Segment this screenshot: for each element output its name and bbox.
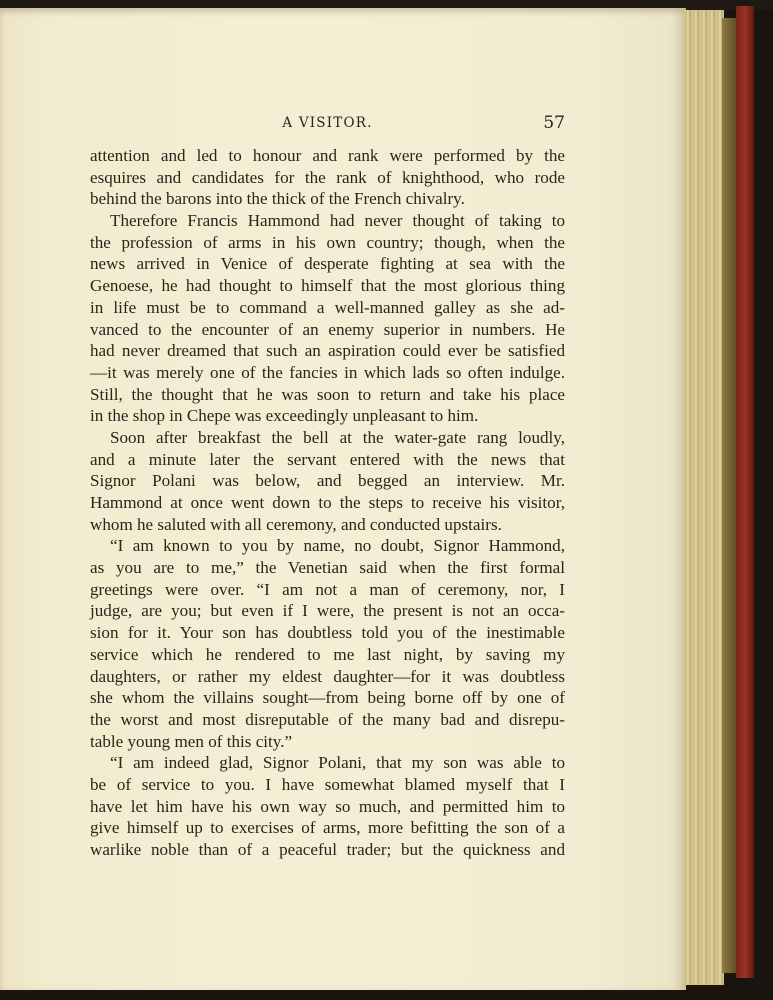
running-head bbox=[90, 113, 565, 137]
text-line: have let him have his own way so much, and permitted him to bbox=[90, 796, 565, 816]
text-line: be of service to you. I have somewhat blamed myself that I bbox=[90, 774, 565, 794]
text-line: —it was merely one of the fancies in which lads so often indulge. bbox=[90, 362, 565, 382]
text-line: greetings were over. “I am not a man of ceremony, nor, I bbox=[90, 579, 565, 599]
paragraph-first-line: Soon after breakfast the bell at the water-gate rang loudly, bbox=[110, 427, 565, 447]
text-line: sion for it. Your son has doubtless told you of the inestimable bbox=[90, 623, 565, 643]
page-number: 57 bbox=[543, 113, 565, 133]
text-line: in the shop in Chepe was exceedingly unpleasant to him. bbox=[90, 406, 479, 426]
paragraph-first-line: Therefore Francis Hammond had never thought of taking to bbox=[110, 211, 565, 231]
text-line: attention and led to honour and rank were performed by the bbox=[90, 146, 565, 165]
paragraph-first-line: “I am indeed glad, Signor Polani, that my son was able to bbox=[110, 753, 565, 773]
page-fore-edge bbox=[684, 10, 724, 985]
text-line: Still, the thought that he was soon to return and take his place bbox=[90, 384, 565, 404]
text-line: news arrived in Venice of desperate fighting at sea with the bbox=[90, 254, 565, 274]
text-line: warlike noble than of a peaceful trader; but the quickness and bbox=[90, 840, 565, 859]
text-line: Hammond at once went down to the steps to receive his visitor, bbox=[90, 493, 565, 512]
text-line: and a minute later the servant entered with the news that bbox=[90, 449, 565, 469]
paragraph-first-line: “I am known to you by name, no doubt, Signor Hammond, bbox=[110, 536, 565, 556]
text-line: judge, are you; but even if I were, the present is not an occa- bbox=[90, 601, 565, 621]
running-title: A VISITOR. bbox=[282, 115, 373, 131]
text-line: behind the barons into the thick of the French chivalry. bbox=[90, 189, 465, 209]
text-line: vanced to the encounter of an enemy superior in numbers. He bbox=[90, 319, 565, 339]
text-line: esquires and candidates for the rank of knighthood, who rode bbox=[90, 167, 565, 187]
text-line: service which he rendered to me last night, by saving my bbox=[90, 644, 565, 664]
text-line: had never dreamed that such an aspiration could ever be satisfied bbox=[90, 341, 565, 361]
text-line: Signor Polani was below, and begged an interview. Mr. bbox=[90, 471, 565, 491]
text-line: table young men of this city.” bbox=[90, 731, 293, 751]
text-line: Genoese, he had thought to himself that the most glorious thing bbox=[90, 276, 565, 296]
text-line: daughters, or rather my eldest daughter—for it was doubtless bbox=[90, 666, 565, 686]
text-line: the worst and most disreputable of the many bad and disrepu- bbox=[90, 709, 565, 729]
body-text bbox=[90, 145, 565, 861]
text-line: she whom the villains sought—from being borne off by one of bbox=[90, 688, 565, 708]
book-cover-edge bbox=[736, 6, 754, 978]
text-line: in life must be to command a well-manned galley as she ad- bbox=[90, 297, 565, 317]
text-line: give himself up to exercises of arms, more befitting the son of a bbox=[90, 818, 565, 838]
text-line: the profession of arms in his own country; though, when the bbox=[90, 232, 565, 252]
scan-bottom-border bbox=[0, 990, 773, 1000]
text-line: whom he saluted with all ceremony, and conducted upstairs. bbox=[90, 514, 502, 534]
text-line: as you are to me,” the Venetian said when the first formal bbox=[90, 558, 565, 578]
